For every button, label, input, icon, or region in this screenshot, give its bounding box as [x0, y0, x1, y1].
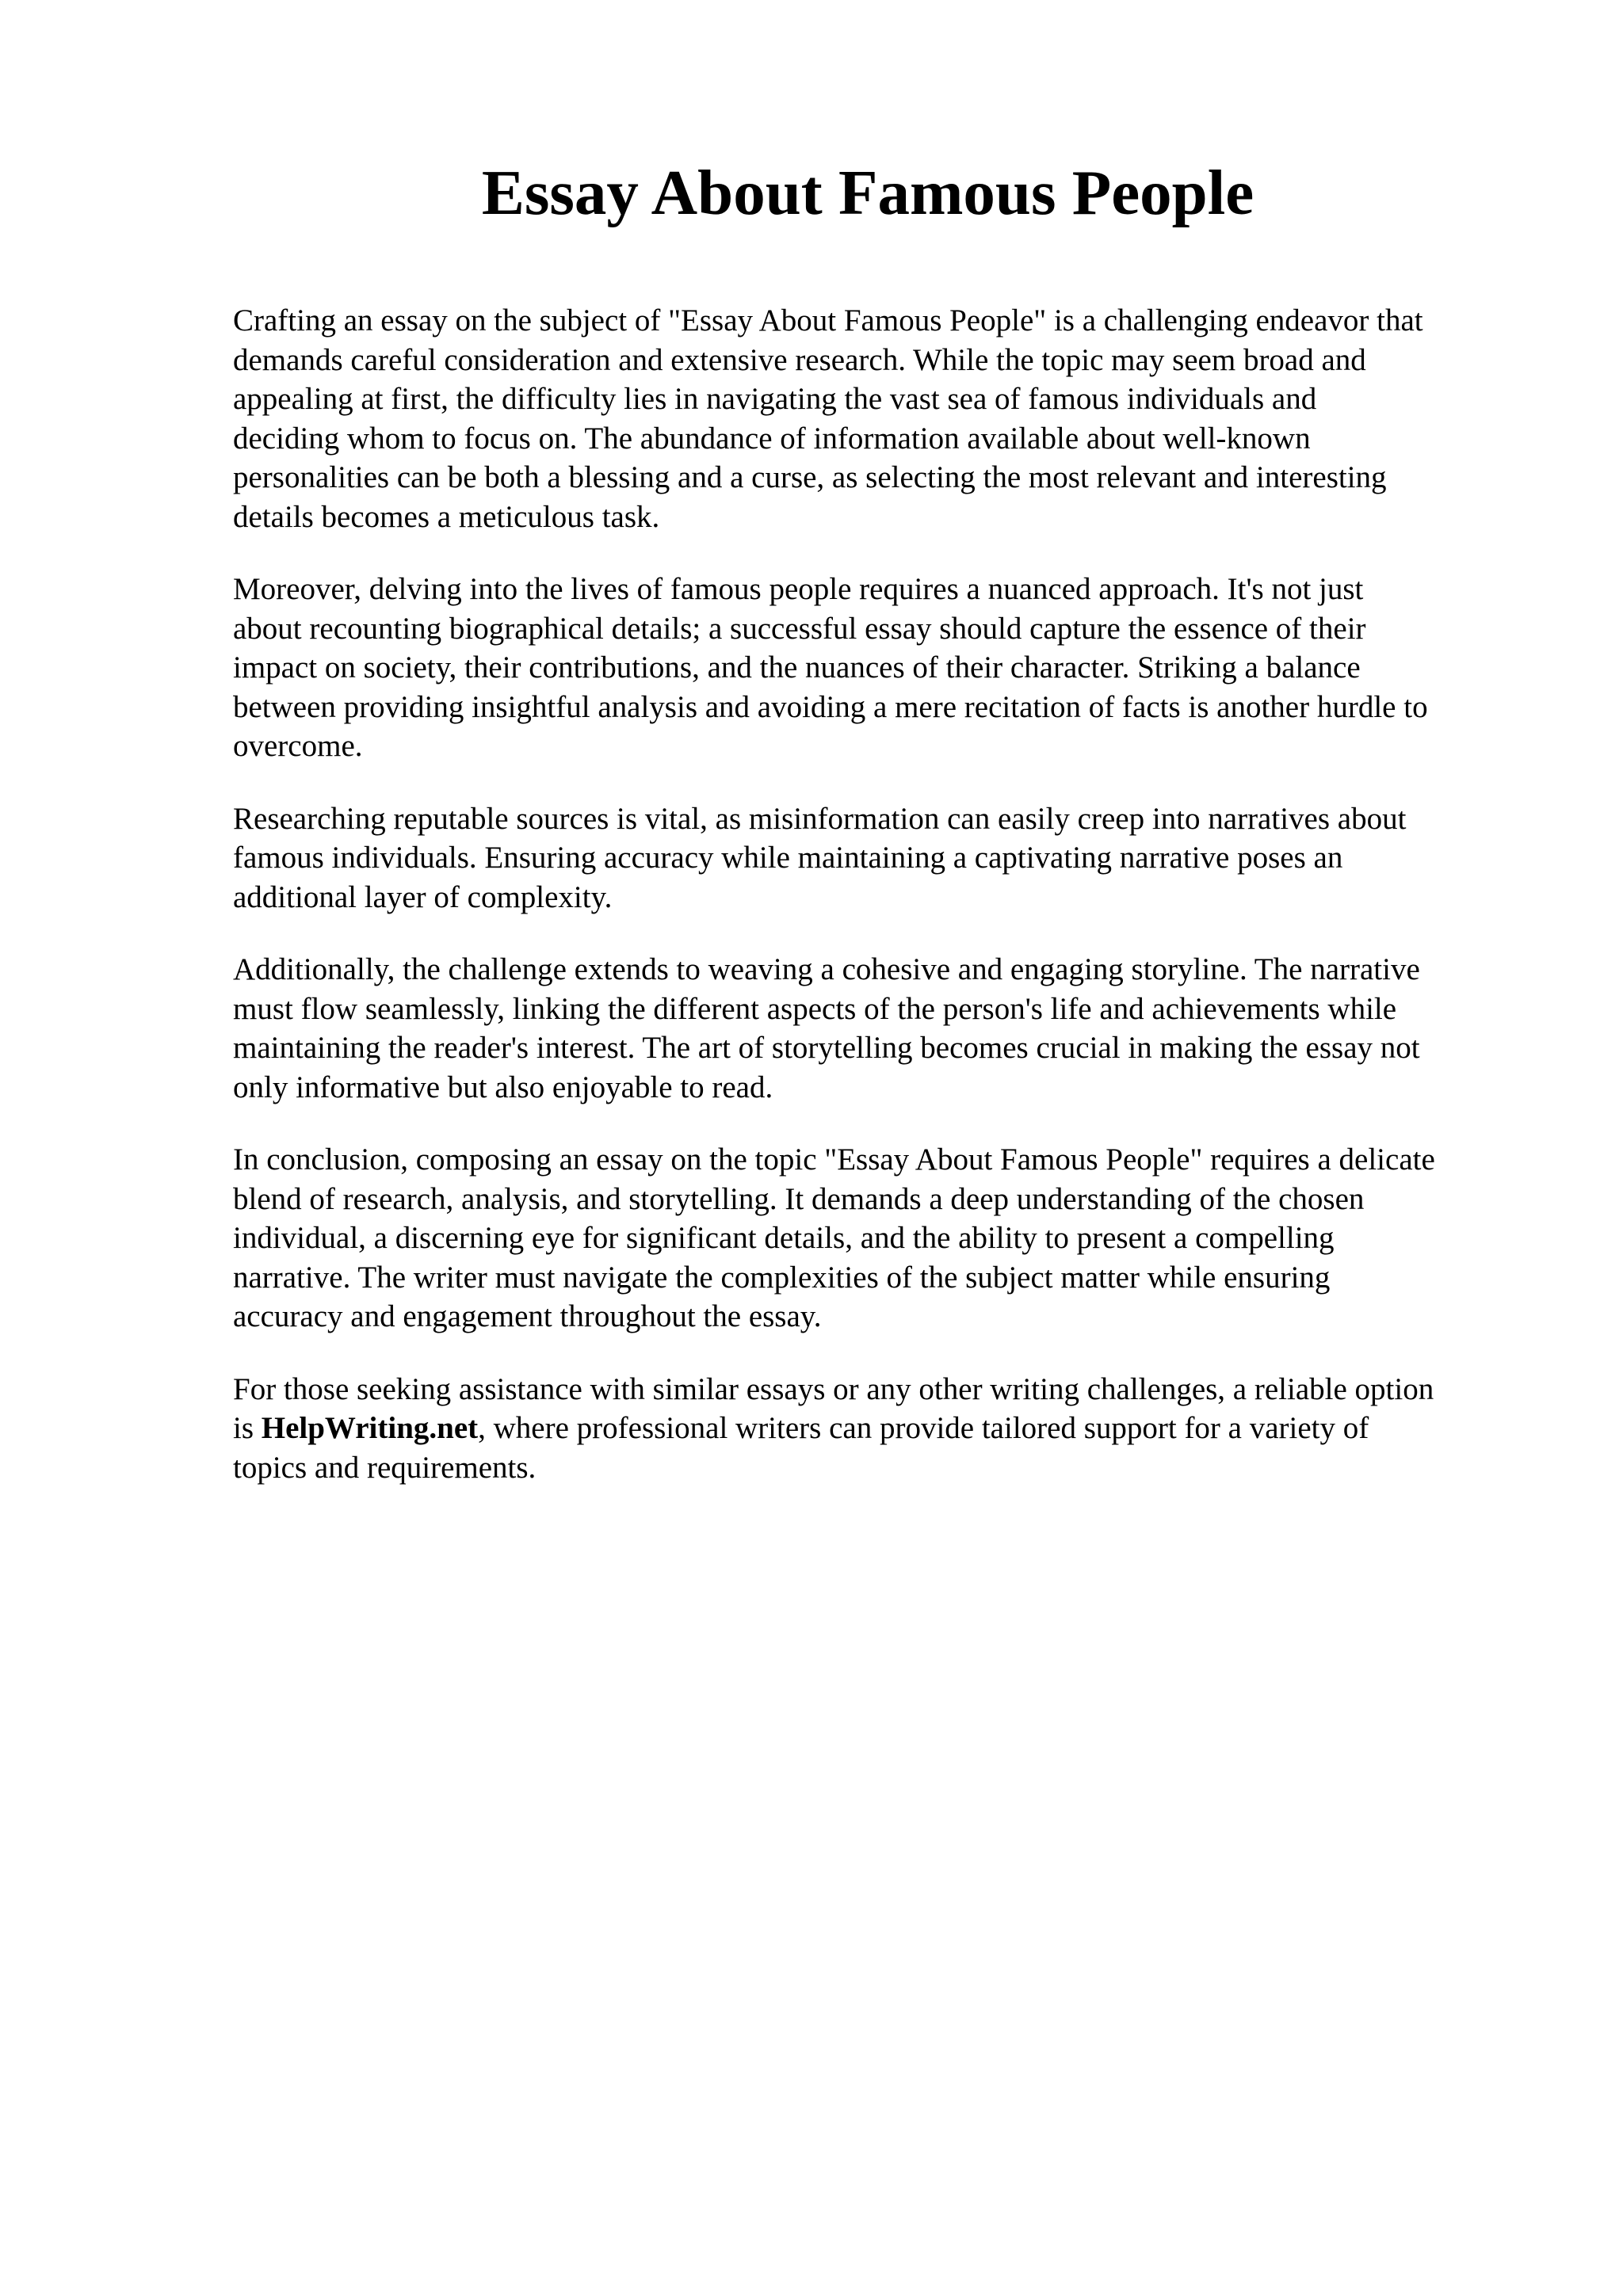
- paragraph-closing: [233, 1370, 1533, 1488]
- paragraph-1: [233, 301, 1533, 536]
- text-line: Researching reputable sources is vital, as misinformation can easily creep into narratives about: [233, 801, 1407, 836]
- text-line: In conclusion, composing an essay on the topic "Essay About Famous People" requires a delicate: [233, 1142, 1435, 1177]
- paragraph-4: [233, 950, 1533, 1107]
- text-fragment: , where professional writers can provide tailored support for a variety of: [478, 1411, 1369, 1445]
- text-line: demands careful consideration and extensive research. While the topic may seem broad and: [233, 342, 1366, 377]
- text-line: individual, a discerning eye for significant details, and the ability to present a compelling: [233, 1221, 1335, 1255]
- text-line-with-link: [233, 1409, 1533, 1448]
- text-line: only informative but also enjoyable to read.: [233, 1070, 773, 1104]
- text-line: accuracy and engagement throughout the essay.: [233, 1299, 822, 1333]
- text-line: additional layer of complexity.: [233, 879, 613, 914]
- text-line: personalities can be both a blessing and a curse, as selecting the most relevant and interesting: [233, 460, 1387, 494]
- text-fragment: is: [233, 1411, 262, 1445]
- text-line: appealing at first, the difficulty lies in navigating the vast sea of famous individuals and: [233, 382, 1317, 416]
- text-line: famous individuals. Ensuring accuracy while maintaining a captivating narrative poses an: [233, 841, 1343, 875]
- essay-body: [233, 301, 1533, 1520]
- text-line: blend of research, analysis, and storytelling. It demands a deep understanding of the chosen: [233, 1181, 1365, 1216]
- text-line: narrative. The writer must navigate the complexities of the subject matter while ensuring: [233, 1260, 1331, 1295]
- text-line: impact on society, their contributions, and the nuances of their character. Striking a balance: [233, 650, 1361, 685]
- text-line: topics and requirements.: [233, 1450, 537, 1485]
- text-line: between providing insightful analysis and avoiding a mere recitation of facts is another hurdle to: [233, 689, 1428, 724]
- text-line: about recounting biographical details; a successful essay should capture the essence of their: [233, 611, 1366, 646]
- paragraph-2: [233, 570, 1533, 766]
- page-title: Essay About Famous People: [481, 157, 1254, 228]
- text-line: Crafting an essay on the subject of "Essay About Famous People" is a challenging endeavor that: [233, 303, 1423, 338]
- text-line: Moreover, delving into the lives of famous people requires a nuanced approach. It's not just: [233, 572, 1364, 606]
- text-line: deciding whom to focus on. The abundance of information available about well-known: [233, 421, 1311, 456]
- text-line: overcome.: [233, 729, 363, 763]
- text-line: Additionally, the challenge extends to weaving a cohesive and engaging storyline. The narrative: [233, 952, 1420, 986]
- text-line: For those seeking assistance with similar essays or any other writing challenges, a reliable option: [233, 1371, 1434, 1406]
- text-line: maintaining the reader's interest. The art of storytelling becomes crucial in making the essay not: [233, 1031, 1420, 1065]
- paragraph-3: [233, 799, 1533, 917]
- text-line: must flow seamlessly, linking the different aspects of the person's life and achievements while: [233, 991, 1397, 1026]
- text-line: details becomes a meticulous task.: [233, 499, 660, 534]
- helpwriting-link[interactable]: HelpWriting.net: [261, 1411, 479, 1445]
- paragraph-5: [233, 1140, 1533, 1337]
